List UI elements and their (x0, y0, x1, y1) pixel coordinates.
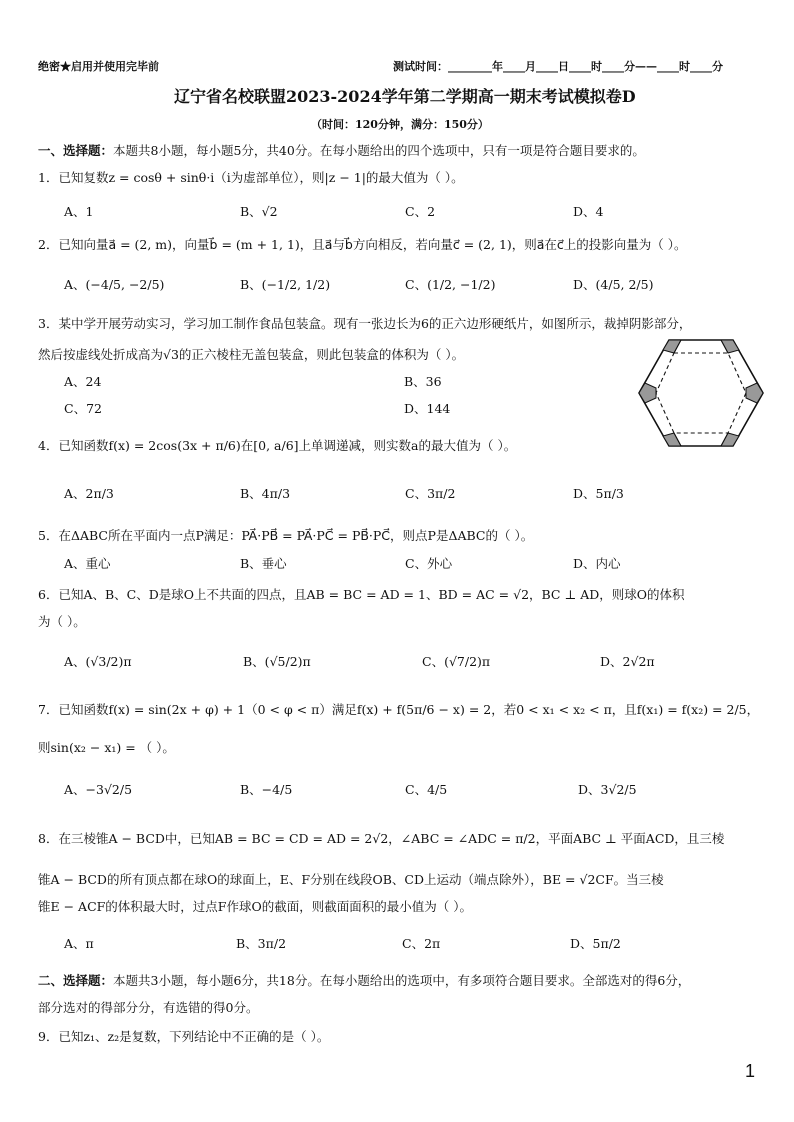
q7-stem-line2: 则sin(x₂ − x₁) = （ ）。 (38, 740, 175, 755)
q3-option-c: C、72 (64, 401, 102, 416)
q1-stem: 1．已知复数z = cosθ + sinθ·i（i为虚部单位），则|z − 1|的最大值为（ ）。 (38, 170, 464, 185)
q8-option-d: D、5π/2 (570, 936, 621, 951)
q9-stem: 9．已知z₁、z₂是复数，下列结论中不正确的是（ ）。 (38, 1029, 330, 1044)
page-title: 辽宁省名校联盟2023-2024学年第二学期高一期末考试模拟卷D (174, 87, 636, 106)
q8-stem-line2: 锥A − BCD的所有顶点都在球O的球面上，E、F分别在线段OB、CD上运动（端点除外），BE = √2CF。当三棱 (38, 872, 664, 887)
q2-option-d: D、(4/5, 2/5) (573, 277, 654, 292)
q3-stem-line1: 3．某中学开展劳动实习，学习加工制作食品包装盒。现有一张边长为6的正六边形硬纸片，如图所示，裁掉阴影部分， (38, 316, 692, 331)
section1-heading (38, 141, 645, 159)
section1-text: 本题共8小题，每小题5分，共40分。在每小题给出的四个选项中，只有一项是符合题目要求的。 (113, 143, 645, 158)
q2-option-c: C、(1/2, −1/2) (405, 277, 496, 292)
q5-option-a: A、重心 (64, 556, 111, 571)
q1-option-c: C、2 (405, 204, 436, 219)
q4-option-b: B、4π/3 (240, 486, 291, 501)
q8-option-b: B、3π/2 (236, 936, 287, 951)
q4-option-a: A、2π/3 (64, 486, 114, 501)
q5-option-c: C、外心 (405, 556, 453, 571)
q5-stem: 5．在ΔABC所在平面内一点P满足：PA⃗·PB⃗ = PA⃗·PC⃗ = PB⃗·PC⃗，则点P是ΔABC的（ ）。 (38, 528, 534, 543)
q3-option-d: D、144 (404, 401, 451, 416)
q8-option-a: A、π (64, 936, 94, 951)
q5-option-b: B、垂心 (240, 556, 287, 571)
confidential-label: 绝密★启用并使用完毕前 (38, 60, 159, 73)
section2-label: 二、选择题： (38, 973, 114, 988)
q5-option-d: D、内心 (573, 556, 621, 571)
q6-stem-line1: 6．已知A、B、C、D是球O上不共面的四点，且AB = BC = AD = 1、BD = AC = √2，BC ⊥ AD，则球O的体积 (38, 587, 685, 602)
q4-option-c: C、3π/2 (405, 486, 456, 501)
outer-hexagon (639, 340, 763, 446)
q2-option-b: B、(−1/2, 1/2) (240, 277, 331, 292)
q7-stem-line1: 7．已知函数f(x) = sin(2x + φ) + 1（0 < φ < π）满足f(x) + f(5π/6 − x) = 2，若0 < x₁ < x₂ < π，且f(x₁) = f(x₂) = 2/5， (38, 702, 760, 717)
test-time: 测试时间：________年____月____日____时____分——____时____分 (393, 60, 723, 73)
q4-stem: 4．已知函数f(x) = 2cos(3x + π/6)在[0, a/6]上单调递减，则实数a的最大值为（ ）。 (38, 438, 517, 453)
q3-option-b: B、36 (404, 374, 442, 389)
q8-stem-line1: 8．在三棱锥A − BCD中，已知AB = BC = CD = AD = 2√2，∠ABC = ∠ADC = π/2，平面ABC ⊥ 平面ACD，且三棱 (38, 831, 725, 846)
q4-option-d: D、5π/3 (573, 486, 624, 501)
q6-stem-line2: 为（ ）。 (38, 614, 86, 629)
q7-option-a: A、−3√2/5 (64, 782, 133, 797)
q6-option-d: D、2√2π (600, 654, 655, 669)
section2-text-line1: 本题共3小题，每小题6分，共18分。在每小题给出的选项中，有多项符合题目要求。全部选对的得6分， (113, 973, 691, 988)
page-number: 1 (745, 1061, 756, 1081)
q6-option-c: C、(√7/2)π (422, 654, 491, 669)
q1-option-a: A、1 (64, 204, 94, 219)
q7-option-d: D、3√2/5 (578, 782, 637, 797)
q7-option-c: C、4/5 (405, 782, 448, 797)
q3-option-a: A、24 (64, 374, 102, 389)
q2-option-a: A、(−4/5, −2/5) (64, 277, 165, 292)
section2-text-line2: 部分选对的得部分分，有选错的得0分。 (38, 1000, 259, 1015)
q3-stem-line2: 然后按虚线处折成高为√3的正六棱柱无盖包装盒，则此包装盒的体积为（ ）。 (38, 347, 465, 362)
q1-option-d: D、4 (573, 204, 604, 219)
section2-heading (38, 971, 690, 989)
page-subtitle: （时间：120分钟，满分：150分） (311, 118, 489, 131)
q8-stem-line3: 锥E − ACF的体积最大时，过点F作球O的截面，则截面面积的最小值为（ ）。 (38, 899, 472, 914)
q6-option-a: A、(√3/2)π (64, 654, 132, 669)
q8-option-c: C、2π (402, 936, 441, 951)
q6-option-b: B、(√5/2)π (243, 654, 311, 669)
q1-option-b: B、√2 (240, 204, 278, 219)
hexagon-box-figure (636, 337, 766, 449)
q2-stem: 2．已知向量a⃗ = (2, m)，向量b⃗ = (m + 1, 1)，且a⃗与b⃗方向相反，若向量c⃗ = (2, 1)，则a⃗在c⃗上的投影向量为（ ）。 (38, 237, 687, 252)
q7-option-b: B、−4/5 (240, 782, 293, 797)
section1-label: 一、选择题： (38, 143, 114, 158)
